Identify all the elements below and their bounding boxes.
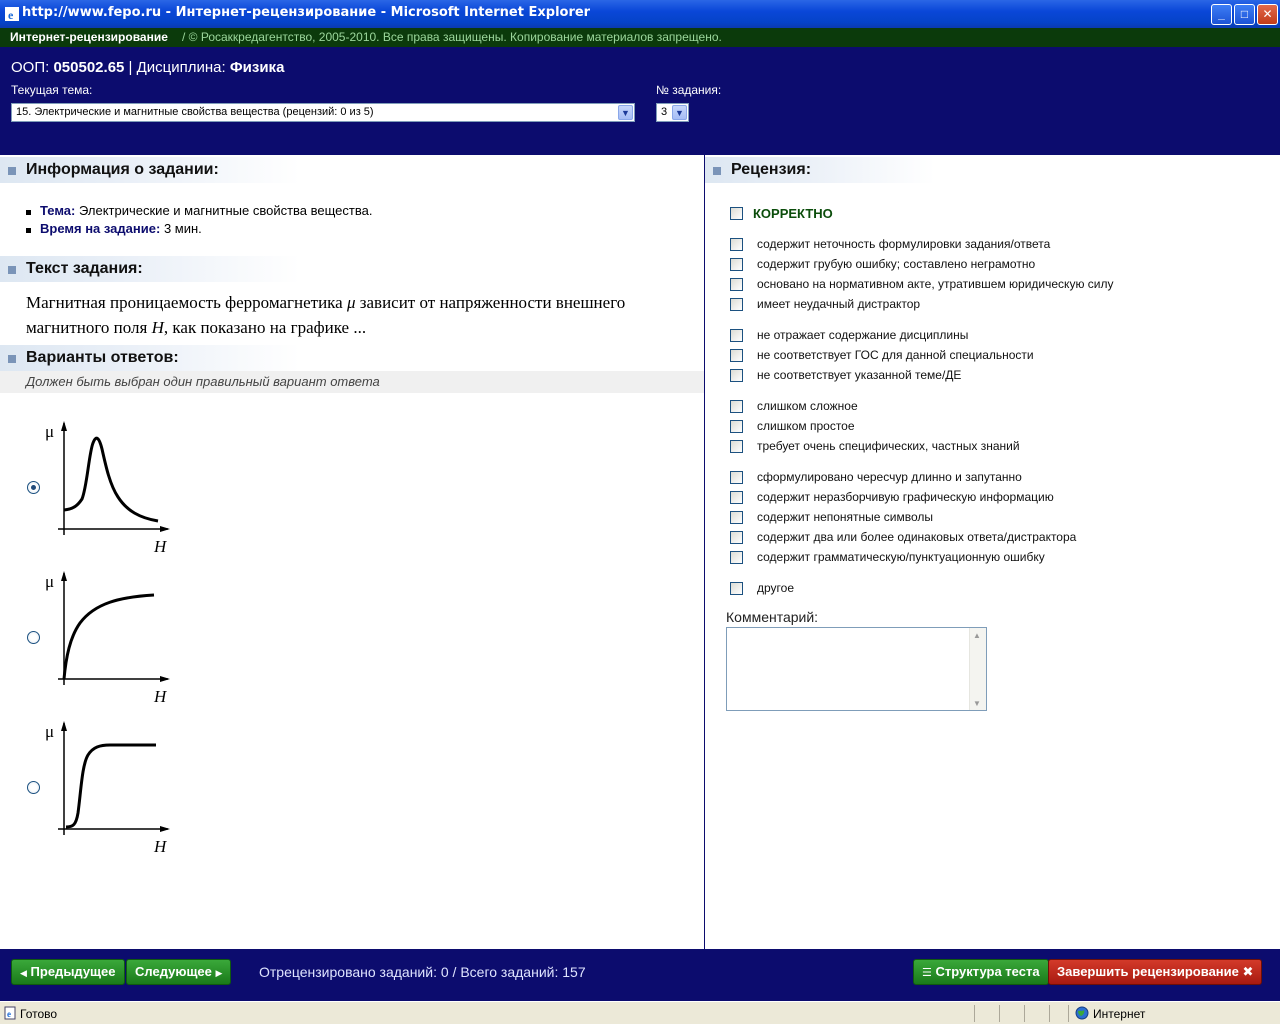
answer-radio-1[interactable] — [27, 481, 40, 494]
previous-button-label: Предыдущее — [30, 964, 116, 979]
finish-review-button[interactable] — [1048, 959, 1262, 985]
review-criterion-checkbox[interactable] — [730, 440, 743, 453]
answers-section-header — [0, 345, 300, 371]
status-divider — [1049, 1005, 1050, 1022]
radio-selected-dot — [31, 485, 36, 490]
mu-symbol: μ — [346, 293, 356, 312]
section-bullet-icon — [8, 167, 16, 175]
bullet-icon — [26, 228, 31, 233]
status-divider — [1024, 1005, 1025, 1022]
review-criterion-label: содержит грубую ошибку; составлено неграмотно — [757, 257, 1036, 271]
review-criterion-label: содержит непонятные символы — [757, 510, 934, 524]
info-heading: Информация о задании: — [26, 161, 219, 178]
page-header — [0, 47, 1280, 155]
task-text-part1: Магнитная проницаемость ферромагнетика — [26, 293, 343, 312]
arrow-right-icon: ▶ — [215, 968, 223, 978]
h-symbol: H — [151, 318, 164, 337]
svg-text:e: e — [8, 8, 14, 22]
header-separator: | — [128, 59, 133, 76]
review-criterion-label: не соответствует указанной теме/ДЕ — [757, 368, 962, 382]
task-number-select[interactable] — [656, 103, 689, 122]
task-text-part2: зависит от напряженности внешнего магнитного поля — [26, 293, 626, 337]
window-titlebar — [0, 0, 1280, 28]
review-criterion-checkbox[interactable] — [730, 369, 743, 382]
bullet-icon — [26, 210, 31, 215]
answer-radio-2[interactable] — [27, 631, 40, 644]
arrow-left-icon: ◀ — [20, 968, 27, 978]
review-criterion-label: другое — [757, 581, 795, 595]
discipline-label: Дисциплина: — [136, 59, 226, 76]
review-criterion-checkbox[interactable] — [730, 420, 743, 433]
browser-statusbar — [0, 1001, 1280, 1024]
section-bullet-icon — [713, 167, 721, 175]
task-panel — [0, 155, 704, 949]
review-criterion-label: содержит грамматическую/пунктуационную ошибку — [757, 550, 1045, 564]
info-section-header — [0, 157, 300, 183]
review-criterion-checkbox[interactable] — [730, 298, 743, 311]
comment-scrollbar[interactable] — [969, 628, 986, 710]
answers-hint-text: Должен быть выбран один правильный вариант ответа — [26, 374, 380, 389]
correct-label: КОРРЕКТНО — [753, 206, 833, 221]
comment-textarea[interactable] — [726, 627, 987, 711]
review-criterion-checkbox[interactable] — [730, 531, 743, 544]
review-criterion-checkbox[interactable] — [730, 329, 743, 342]
topic-select-value: 15. Электрические и магнитные свойства вещества (рецензий: 0 из 5) — [16, 106, 374, 118]
review-criterion-label: слишком сложное — [757, 399, 858, 413]
site-name: Интернет-рецензирование — [10, 30, 168, 44]
task-text — [26, 290, 696, 340]
site-bar — [0, 28, 1280, 47]
topic-select[interactable] — [11, 103, 635, 122]
task-heading: Текст задания: — [26, 260, 143, 277]
window-title: http://www.fepo.ru - Интернет-рецензирование - Microsoft Internet Explorer — [22, 5, 591, 20]
answer-radio-3[interactable] — [27, 781, 40, 794]
status-divider — [999, 1005, 1000, 1022]
review-criterion-checkbox[interactable] — [730, 471, 743, 484]
svg-text:e: e — [7, 1009, 11, 1019]
test-structure-button[interactable] — [913, 959, 1049, 985]
maximize-button[interactable]: □ — [1234, 4, 1255, 25]
reviewed-label: Отрецензировано заданий: — [259, 964, 437, 980]
total-label: / Всего заданий: — [452, 964, 559, 980]
globe-icon — [1075, 1006, 1089, 1020]
review-criterion-checkbox[interactable] — [730, 511, 743, 524]
minimize-button[interactable]: _ — [1211, 4, 1232, 25]
review-criterion-label: требует очень специфических, частных знаний — [757, 439, 1020, 453]
review-criterion-checkbox[interactable] — [730, 238, 743, 251]
review-panel — [705, 155, 1280, 949]
review-criterion-label: имеет неудачный дистрактор — [757, 297, 921, 311]
answer-graph-1[interactable] — [40, 417, 180, 557]
chevron-down-icon: ▼ — [672, 105, 687, 120]
review-criterion-label: сформулировано чересчур длинно и запутанно — [757, 470, 1022, 484]
topic-key: Тема: — [40, 203, 76, 218]
review-section-header — [705, 157, 935, 183]
x-axis-label: H — [154, 537, 167, 556]
list-item — [26, 221, 372, 239]
answer-graph-2[interactable] — [40, 567, 180, 707]
review-criterion-checkbox[interactable] — [730, 278, 743, 291]
internet-explorer-icon — [4, 6, 20, 22]
close-button[interactable]: ✕ — [1257, 4, 1278, 25]
review-criterion-label: содержит неточность формулировки задания/ответа — [757, 237, 1051, 251]
list-item — [26, 203, 372, 221]
topic-select-label: Текущая тема: — [11, 83, 93, 97]
review-criterion-label: содержит неразборчивую графическую информацию — [757, 490, 1054, 504]
scroll-down-icon: ▼ — [973, 699, 981, 708]
next-button[interactable] — [126, 959, 231, 985]
y-axis-label: μ — [45, 422, 55, 441]
topic-value: Электрические и магнитные свойства вещества. — [78, 203, 373, 218]
review-criterion-checkbox[interactable] — [730, 349, 743, 362]
time-value: 3 мин. — [163, 221, 202, 236]
total-count: 157 — [562, 964, 586, 980]
review-criterion-checkbox[interactable] — [730, 400, 743, 413]
x-axis-label: H — [154, 837, 167, 856]
section-bullet-icon — [8, 266, 16, 274]
next-button-label: Следующее — [135, 964, 212, 979]
test-structure-label: Структура теста — [935, 964, 1040, 979]
answers-hint — [0, 371, 704, 393]
status-text: Готово — [20, 1007, 58, 1021]
program-info — [11, 59, 284, 76]
review-criterion-label: не отражает содержание дисциплины — [757, 328, 969, 342]
navigation-bar — [0, 949, 1280, 1001]
status-divider — [1068, 1005, 1069, 1022]
reviewed-count: 0 — [440, 964, 449, 980]
page-icon — [3, 1006, 17, 1020]
review-heading: Рецензия: — [731, 161, 812, 178]
correct-checkbox[interactable] — [730, 207, 743, 220]
answers-heading: Варианты ответов: — [26, 349, 179, 366]
scroll-up-icon: ▲ — [973, 631, 981, 640]
review-criterion-checkbox[interactable] — [730, 551, 743, 564]
review-criterion-checkbox[interactable] — [730, 582, 743, 595]
task-number-value: 3 — [661, 106, 668, 118]
chevron-down-icon: ▼ — [618, 105, 633, 120]
previous-button[interactable] — [11, 959, 125, 985]
y-axis-label: μ — [45, 572, 55, 591]
review-criterion-checkbox[interactable] — [730, 491, 743, 504]
security-zone: Интернет — [1093, 1007, 1146, 1021]
x-axis-label: H — [154, 687, 167, 706]
time-key: Время на задание: — [40, 221, 161, 236]
review-progress — [259, 964, 586, 980]
oop-value: 050502.65 — [53, 59, 125, 76]
task-number-label: № задания: — [656, 83, 722, 97]
finish-review-label: Завершить рецензирование — [1057, 964, 1239, 979]
copyright-text: / © Росаккредагентство, 2005-2010. Все права защищены. Копирование материалов запрещено. — [182, 30, 722, 44]
list-icon: ☰ — [922, 967, 932, 979]
review-criterion-label: основано на нормативном акте, утратившем юридическую силу — [757, 277, 1114, 291]
review-criterion-label: не соответствует ГОС для данной специальности — [757, 348, 1034, 362]
review-criterion-checkbox[interactable] — [730, 258, 743, 271]
task-text-part3: , как показано на графике ... — [163, 318, 367, 337]
discipline-value: Физика — [229, 59, 285, 76]
section-bullet-icon — [8, 355, 16, 363]
review-criterion-label: слишком простое — [757, 419, 855, 433]
task-section-header — [0, 256, 300, 282]
task-info-list — [26, 203, 372, 239]
y-axis-label: μ — [45, 722, 55, 741]
answer-graph-3[interactable] — [40, 717, 180, 857]
status-divider — [974, 1005, 975, 1022]
review-criterion-label: содержит два или более одинаковых ответа/дистрактора — [757, 530, 1077, 544]
comment-label: Комментарий: — [726, 609, 819, 625]
oop-label: ООП: — [11, 59, 50, 76]
close-icon: ✖ — [1242, 964, 1254, 979]
